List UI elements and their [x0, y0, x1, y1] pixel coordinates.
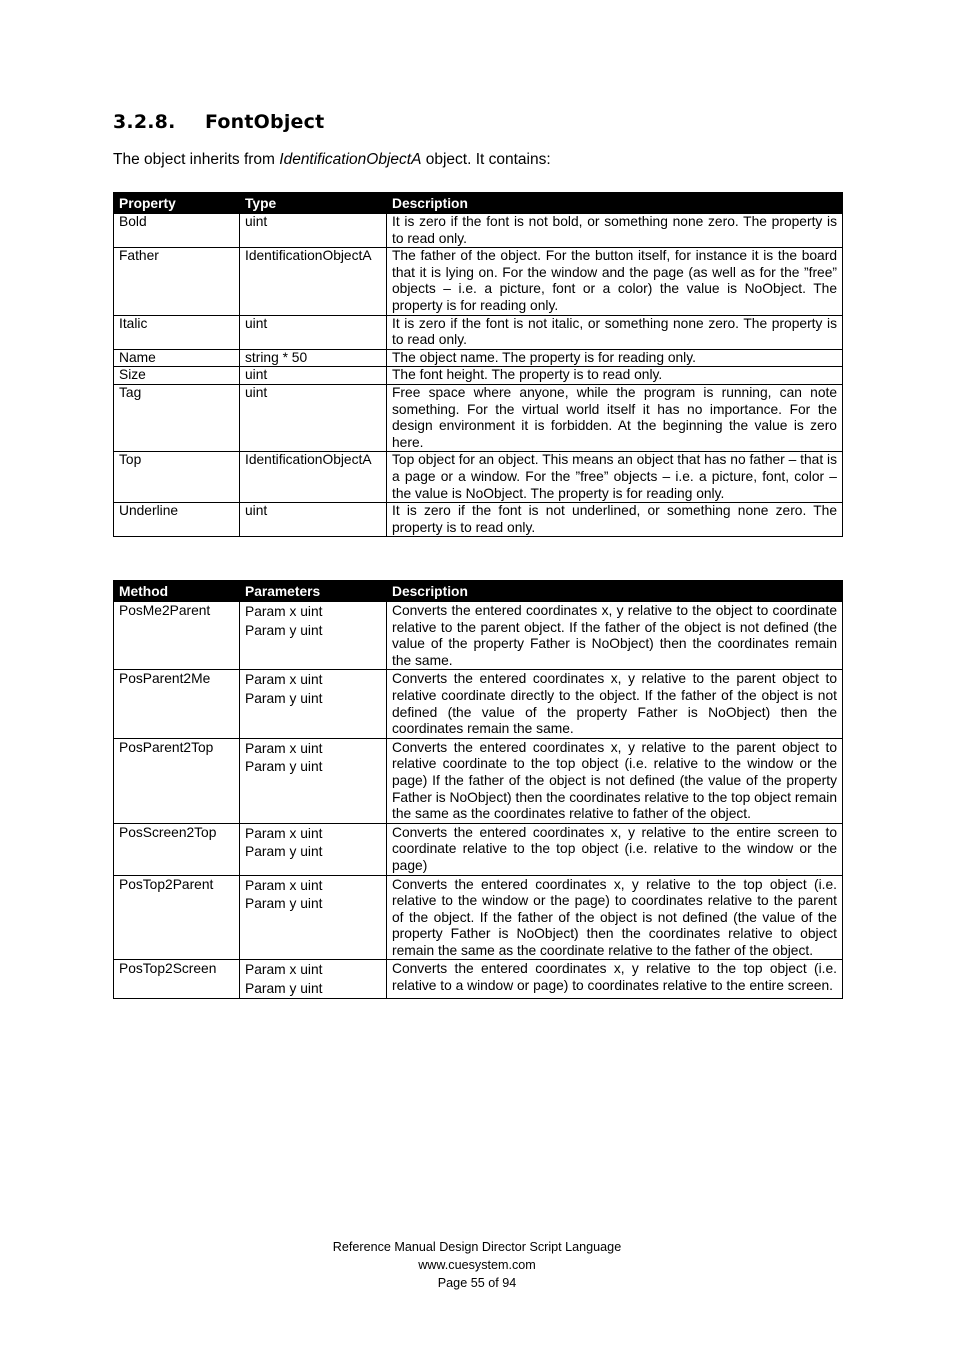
- table-row: [114, 452, 843, 503]
- property-description: Free space where anyone, while the program is running, can note something. For the virtual world itself it has no importance. For the design environment it is forbidden. At the beginning the value is zero here.: [387, 384, 843, 451]
- method-description: Converts the entered coordinates x, y relative to the parent object to relative coordinate to the top object (i.e. relative to the window or the page) If the father of the object is not defined (the value of the property Father is NoObject) then the coordinates relative to the top object remain the same as the coordinates relative to father of the object.: [387, 738, 843, 823]
- section-number: 3.2.8.: [113, 111, 176, 133]
- methods-header-row: [114, 581, 843, 602]
- property-description: Top object for an object. This means an object that has no father – that is a page or a window. For the ”free” objects – i.e. a picture, font, color – the value is NoObject. The property is for reading only.: [387, 452, 843, 503]
- param-y: Param y uint: [245, 844, 323, 860]
- table-row: [114, 367, 843, 385]
- property-name: Tag: [114, 384, 240, 451]
- table-row: [114, 960, 843, 999]
- intro-before: The object inherits from: [113, 151, 280, 168]
- property-type: IdentificationObjectA: [240, 248, 387, 315]
- property-description: The object name. The property is for reading only.: [387, 349, 843, 367]
- property-name: Top: [114, 452, 240, 503]
- intro-italic: IdentificationObjectA: [279, 151, 422, 168]
- param-x: Param x uint: [245, 962, 323, 978]
- header-type: Type: [240, 193, 387, 214]
- intro-after: object. It contains:: [421, 151, 551, 168]
- property-name: Italic: [114, 315, 240, 349]
- section-heading: [113, 111, 324, 133]
- property-name: Underline: [114, 503, 240, 537]
- properties-table: [113, 192, 843, 537]
- property-name: Name: [114, 349, 240, 367]
- intro-text: [113, 151, 551, 169]
- param-x: Param x uint: [245, 604, 323, 619]
- method-parameters: [240, 823, 387, 875]
- property-description: The father of the object. For the button itself, for instance it is the board that it is lying on. For the window and the page (as well as for the ”free” objects – i.e. a picture, font or a color) the value is NoObject. The property is for reading only.: [387, 248, 843, 315]
- table-row: [114, 602, 843, 670]
- method-description: Converts the entered coordinates x, y relative to the parent object to relative coordinate directly to the object. If the father of the object is not defined (the value of the property Father is NoObject) then the coordinates remain the same.: [387, 670, 843, 738]
- footer-page-number: Page 55 of 94: [437, 1276, 517, 1290]
- table-row: [114, 670, 843, 738]
- table-row: [114, 384, 843, 451]
- property-description: The font height. The property is to read only.: [387, 367, 843, 385]
- property-type: uint: [240, 503, 387, 537]
- method-name: PosMe2Parent: [114, 602, 240, 670]
- method-name: PosTop2Screen: [114, 960, 240, 999]
- property-type: uint: [240, 214, 387, 248]
- property-type: string * 50: [240, 349, 387, 367]
- property-type: IdentificationObjectA: [240, 452, 387, 503]
- method-name: PosParent2Me: [114, 670, 240, 738]
- property-description: It is zero if the font is not bold, or something none zero. The property is to read only.: [387, 214, 843, 248]
- method-description: Converts the entered coordinates x, y relative to the entire screen to coordinate relative to the top object (i.e. relative to the window or the page): [387, 823, 843, 875]
- section-title: FontObject: [205, 111, 325, 133]
- header-description: Description: [387, 581, 843, 602]
- header-description: Description: [387, 193, 843, 214]
- method-parameters: [240, 875, 387, 960]
- method-parameters: [240, 602, 387, 670]
- properties-header-row: [114, 193, 843, 214]
- param-x: Param x uint: [245, 877, 323, 893]
- property-type: uint: [240, 315, 387, 349]
- param-x: Param x uint: [245, 740, 323, 756]
- table-row: [114, 875, 843, 960]
- method-name: PosScreen2Top: [114, 823, 240, 875]
- footer-manual-title: Reference Manual Design Director Script Language: [332, 1240, 622, 1254]
- table-row: [114, 823, 843, 875]
- method-description: Converts the entered coordinates x, y relative to the top object (i.e. relative to the window or the page) to coordinates relative to the parent of the object. If the father of the object is not defined (the value of the property Father is NoObject) then the coordinates relative to object remain the same as the coordinate relative to the father of the object.: [387, 875, 843, 960]
- page-footer: [0, 1238, 954, 1292]
- method-description: Converts the entered coordinates x, y relative to the top object (i.e. relative to a window or page) to coordinates relative to the entire screen.: [387, 960, 843, 999]
- header-method: Method: [114, 581, 240, 602]
- param-y: Param y uint: [245, 896, 323, 911]
- method-parameters: [240, 670, 387, 738]
- param-y: Param y uint: [245, 622, 323, 638]
- methods-table: [113, 580, 843, 999]
- param-y: Param y uint: [245, 690, 323, 706]
- param-x: Param x uint: [245, 672, 323, 688]
- property-type: uint: [240, 367, 387, 385]
- method-name: PosTop2Parent: [114, 875, 240, 960]
- table-row: [114, 214, 843, 248]
- param-y: Param y uint: [245, 759, 323, 775]
- table-row: [114, 738, 843, 823]
- method-name: PosParent2Top: [114, 738, 240, 823]
- table-row: [114, 503, 843, 537]
- table-row: [114, 315, 843, 349]
- header-property: Property: [114, 193, 240, 214]
- table-row: [114, 349, 843, 367]
- table-row: [114, 248, 843, 315]
- param-y: Param y uint: [245, 980, 323, 996]
- property-name: Size: [114, 367, 240, 385]
- property-name: Bold: [114, 214, 240, 248]
- method-parameters: [240, 738, 387, 823]
- property-type: uint: [240, 384, 387, 451]
- property-name: Father: [114, 248, 240, 315]
- method-description: Converts the entered coordinates x, y relative to the object to coordinate relative to the parent object. If the father of the object is not defined (the value of the property Father is NoObject) then the coordinates remain the same.: [387, 602, 843, 670]
- property-description: It is zero if the font is not italic, or something none zero. The property is to read only.: [387, 315, 843, 349]
- property-description: It is zero if the font is not underlined, or something none zero. The property is to read only.: [387, 503, 843, 537]
- footer-website: www.cuesystem.com: [418, 1258, 536, 1272]
- header-parameters: Parameters: [240, 581, 387, 602]
- param-x: Param x uint: [245, 825, 323, 841]
- method-parameters: [240, 960, 387, 999]
